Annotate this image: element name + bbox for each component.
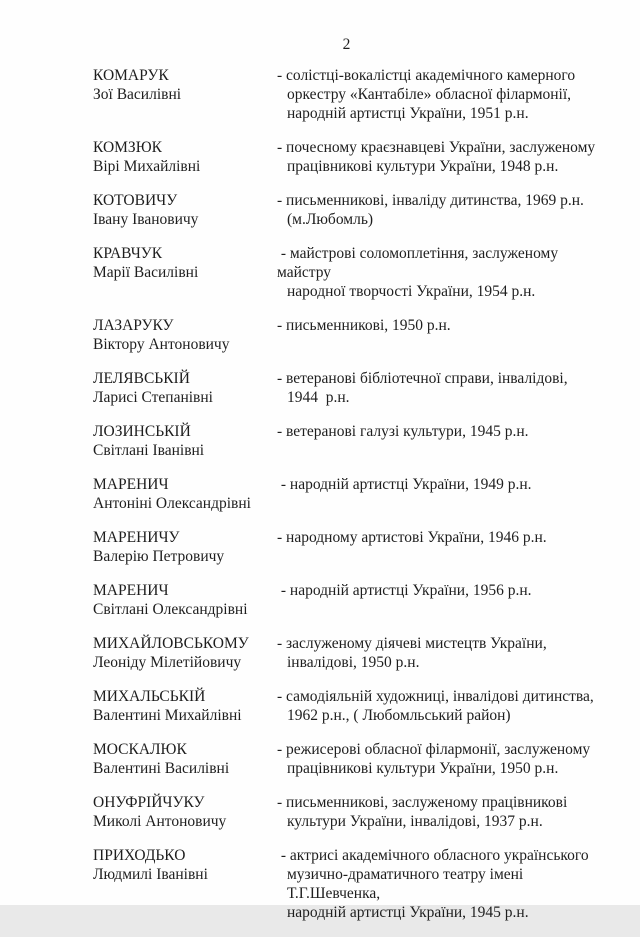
recipient-given-names: Антоніні Олександрівні [93,495,251,512]
recipient-name-block [93,846,277,884]
recipient-surname: КОТОВИЧУ [93,192,178,209]
recipient-given-names: Валерію Петровичу [93,548,225,565]
list-item [93,422,610,460]
description-line: - народній артистці України, 1956 р.н. [277,582,532,599]
recipient-description [277,66,610,123]
recipient-surname: КРАВЧУК [93,245,163,262]
description-line: працівникові культури України, 1950 р.н. [287,760,559,777]
recipient-description [277,581,610,600]
description-line: - письменникові, заслуженому працівникові [277,794,568,811]
recipient-description [277,138,610,176]
recipient-surname: МАРЕНИЧ [93,582,169,599]
description-line: - ветеранові бібліотечної справи, інвалідові, [277,370,568,387]
recipient-surname: ЛАЗАРУКУ [93,317,174,334]
recipient-description [277,528,610,547]
description-line: (м.Любомль) [287,211,374,228]
list-item [93,687,610,725]
recipient-given-names: Віктору Антоновичу [93,336,230,353]
description-line: - письменникові, інваліду дитинства, 1969 р.н. [277,192,584,209]
recipient-description [277,846,610,922]
recipient-name-block [93,191,277,229]
description-line: - почесному краєзнавцеві України, заслуженому [277,139,596,156]
recipient-given-names: Валентині Василівні [93,760,230,777]
recipients-list [93,66,610,937]
recipient-given-names: Валентині Михайлівні [93,707,242,724]
recipient-name-block [93,316,277,354]
recipient-description [277,740,610,778]
description-line: - ветеранові галузі культури, 1945 р.н. [277,423,529,440]
recipient-surname: МИХАЛЬСЬКІЙ [93,688,206,705]
recipient-given-names: Івану Івановичу [93,211,199,228]
recipient-given-names: Світлані Олександрівні [93,601,248,618]
description-line: - самодіяльній художниці, інвалідові дитинства, [277,688,594,705]
recipient-given-names: Ларисі Степанівні [93,389,213,406]
recipient-given-names: Леоніду Мілетійовичу [93,654,242,671]
recipient-name-block [93,793,277,831]
recipient-surname: ПРИХОДЬКО [93,847,186,864]
description-line: - майстрові соломоплетіння, заслуженому майстру [277,245,562,281]
recipient-surname: МОСКАЛЮК [93,741,187,758]
description-line: - солістці-вокалістці академічного камерного [277,67,576,84]
recipient-surname: КОМЗЮК [93,139,162,156]
description-line: народній артистці України, 1951 р.н. [287,105,529,122]
recipient-surname: КОМАРУК [93,67,169,84]
page-number: 2 [342,36,351,53]
description-line: - народному артистові України, 1946 р.н. [277,529,547,546]
description-line: інвалідові, 1950 р.н. [287,654,420,671]
recipient-description [277,369,610,407]
list-item [93,528,610,566]
recipient-name-block [93,244,277,282]
recipient-name-block [93,581,277,619]
description-line: народній артистці України, 1945 р.н. [287,904,529,921]
list-item [93,66,610,123]
description-line: музично-драматичного театру імені Т.Г.Шевченка, [287,866,528,902]
recipient-description [277,793,610,831]
description-line: - письменникові, 1950 р.н. [277,317,451,334]
list-item [93,793,610,831]
recipient-surname: МИХАЙЛОВСЬКОМУ [93,635,249,652]
recipient-surname: МАРЕНИЧУ [93,529,180,546]
recipient-name-block [93,66,277,104]
recipient-description [277,475,610,494]
recipient-given-names: Зої Василівні [93,86,182,103]
description-line: 1962 р.н., ( Любомльський район) [287,707,511,724]
description-line: народної творчості України, 1954 р.н. [287,283,536,300]
recipient-description [277,244,610,301]
recipient-given-names: Марії Василівні [93,264,199,281]
recipient-description [277,191,610,229]
description-line: оркестру «Кантабіле» обласної філармонії, [287,86,572,103]
list-item [93,191,610,229]
recipient-description [277,422,610,441]
recipient-description [277,316,610,335]
list-item [93,244,610,301]
recipient-name-block [93,740,277,778]
list-item [93,581,610,619]
recipient-name-block [93,475,277,513]
recipient-description [277,634,610,672]
recipient-surname: ЛЕЛЯВСЬКІЙ [93,370,190,387]
recipient-name-block [93,369,277,407]
list-item [93,369,610,407]
list-item [93,740,610,778]
recipient-given-names: Вірі Михайлівні [93,158,201,175]
description-line: 1944 р.н. [287,389,350,406]
list-item [93,138,610,176]
description-line: працівникові культури України, 1948 р.н. [287,158,559,175]
recipient-surname: ЛОЗИНСЬКІЙ [93,423,191,440]
description-line: культури України, інвалідові, 1937 р.н. [287,813,543,830]
recipient-name-block [93,528,277,566]
recipient-given-names: Людмилі Іванівні [93,866,208,883]
description-line: - народній артистці України, 1949 р.н. [277,476,532,493]
recipient-name-block [93,422,277,460]
recipient-name-block [93,687,277,725]
recipient-surname: ОНУФРІЙЧУКУ [93,794,205,811]
list-item [93,634,610,672]
list-item [93,475,610,513]
description-line: - заслуженому діячеві мистецтв України, [277,635,547,652]
list-item [93,846,610,922]
list-item [93,316,610,354]
description-line: - актрисі академічного обласного українського [277,847,589,864]
recipient-description [277,687,610,725]
recipient-given-names: Миколі Антоновичу [93,813,227,830]
recipient-name-block [93,634,277,672]
recipient-name-block [93,138,277,176]
recipient-given-names: Світлані Іванівні [93,442,205,459]
recipient-surname: МАРЕНИЧ [93,476,169,493]
description-line: - режисерові обласної філармонії, заслуженому [277,741,591,758]
